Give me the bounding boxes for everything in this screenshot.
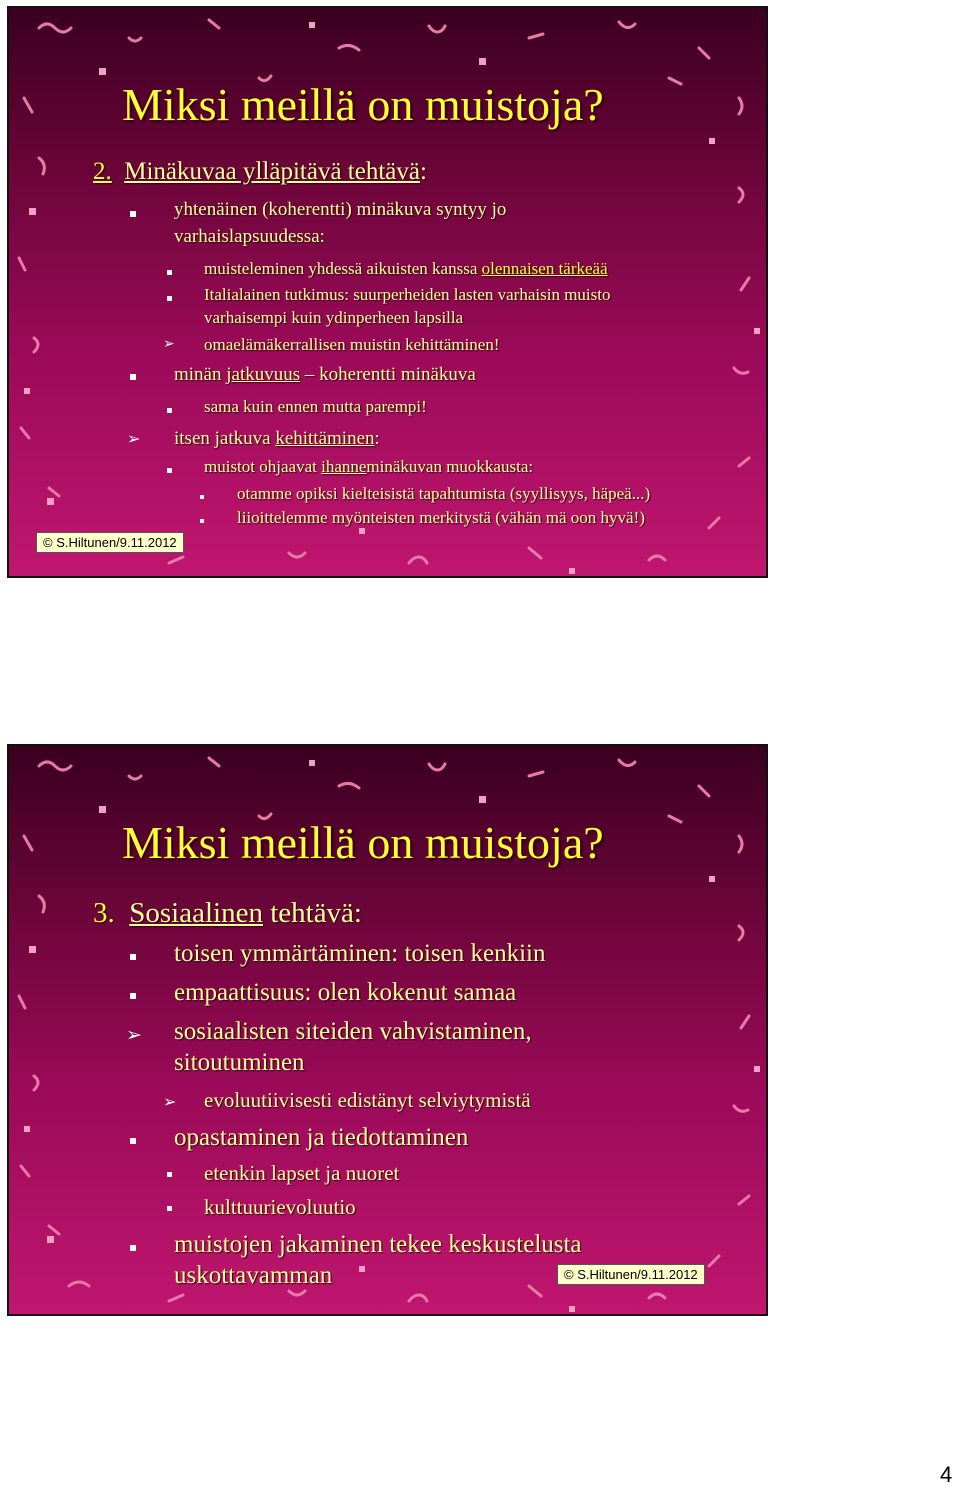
square-bullet-icon <box>130 1245 136 1251</box>
square-bullet-icon <box>200 519 204 523</box>
bullet-text-cont: sitoutuminen <box>174 1049 305 1076</box>
arrow-bullet-icon: ➢ <box>163 336 175 352</box>
sub-bullet-text: sama kuin ennen mutta parempi! <box>204 397 427 416</box>
arrow-bullet-icon: ➢ <box>163 1092 177 1111</box>
copyright-label: © S.Hiltunen/9.11.2012 <box>557 1264 705 1285</box>
sub-bullet-text: etenkin lapset ja nuoret <box>204 1161 400 1185</box>
square-bullet-icon <box>167 408 172 413</box>
sub-sub-bullet-text: otamme opiksi kielteisistä tapahtumista (syyllisyys, häpeä...) <box>237 484 651 503</box>
bullet-text: muistojen jakaminen tekee keskustelusta <box>174 1231 582 1258</box>
sub-sub-bullet-text: liioittelemme myönteisten merkitystä (vähän mä oon hyvä!) <box>237 508 645 527</box>
sub-bullet-text: muistot ohjaavat ihanneminäkuvan muokkausta: <box>204 457 534 476</box>
bullet-text: sosiaalisten siteiden vahvistaminen, <box>174 1018 532 1045</box>
slide-title: Miksi meillä on muistoja? <box>122 79 604 130</box>
square-bullet-icon <box>167 1206 172 1211</box>
slide-1 <box>7 6 768 578</box>
bullet-text: empaattisuus: olen kokenut samaa <box>174 979 517 1006</box>
slide-2 <box>7 744 768 1316</box>
bullet-text: yhtenäinen (koherentti) minäkuva syntyy jo <box>174 199 507 220</box>
square-bullet-icon <box>130 1138 136 1144</box>
sub-bullet-text: Italialainen tutkimus: suurperheiden lasten varhaisin muisto <box>204 285 611 304</box>
square-bullet-icon <box>167 1172 172 1177</box>
square-bullet-icon <box>200 495 204 499</box>
sub-bullet-text: kulttuurievoluutio <box>204 1195 356 1219</box>
copyright-label: © S.Hiltunen/9.11.2012 <box>36 532 184 553</box>
square-bullet-icon <box>130 954 136 960</box>
square-bullet-icon <box>130 993 136 999</box>
page-number: 4 <box>940 1462 953 1487</box>
sub-bullet-text-cont: varhaisempi kuin ydinperheen lapsilla <box>204 308 464 327</box>
arrow-bullet-icon: ➢ <box>126 1024 142 1046</box>
square-bullet-icon <box>130 211 136 217</box>
square-bullet-icon <box>130 374 136 380</box>
square-bullet-icon <box>167 296 172 301</box>
bullet-text: opastaminen ja tiedottaminen <box>174 1124 469 1151</box>
section-heading: 2. Minäkuvaa ylläpitävä tehtävä: <box>93 158 427 185</box>
bullet-text: itsen jatkuva kehittäminen: <box>174 428 380 449</box>
bullet-text: toisen ymmärtäminen: toisen kenkiin <box>174 940 546 967</box>
bullet-text-cont: varhaislapsuudessa: <box>174 226 325 247</box>
bullet-text: minän jatkuvuus – koherentti minäkuva <box>174 364 476 385</box>
sub-bullet-text: omaelämäkerrallisen muistin kehittäminen! <box>204 335 500 354</box>
bullet-text-cont: uskottavamman <box>174 1262 333 1289</box>
sub-bullet-text: evoluutiivisesti edistänyt selviytymistä <box>204 1088 531 1112</box>
square-bullet-icon <box>167 270 172 275</box>
sub-bullet-text: muisteleminen yhdessä aikuisten kanssa olennaisen tärkeää <box>204 259 608 278</box>
square-bullet-icon <box>167 468 172 473</box>
section-heading: 3. Sosiaalinen tehtävä: <box>93 897 362 929</box>
slide-title: Miksi meillä on muistoja? <box>122 817 604 868</box>
arrow-bullet-icon: ➢ <box>127 429 141 448</box>
